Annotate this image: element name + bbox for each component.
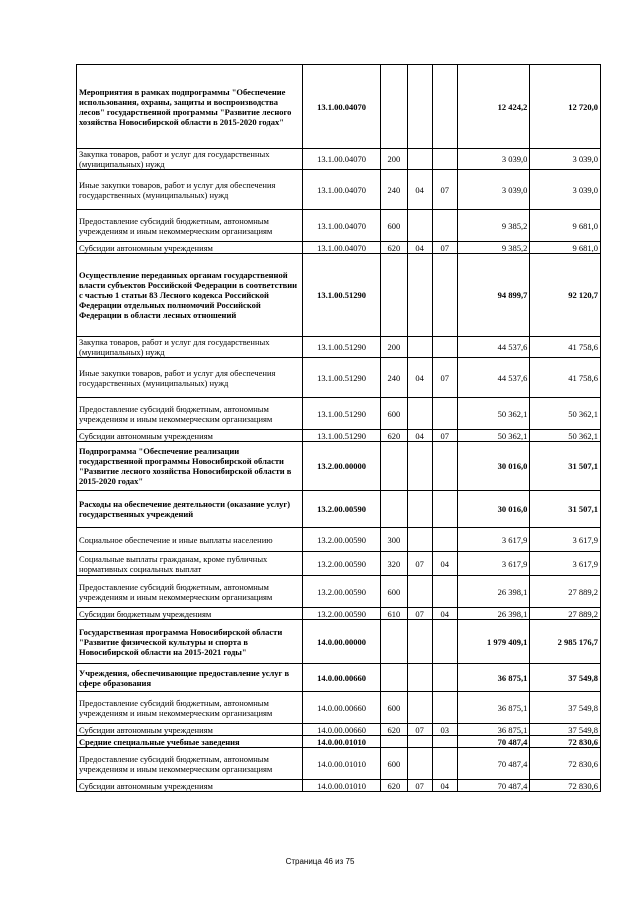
row-code: 13.2.00.00590 [302, 528, 381, 552]
table-row [77, 528, 601, 552]
row-code: 14.0.00.01010 [302, 780, 381, 792]
row-rz [407, 528, 432, 552]
row-value-1: 30 016,0 [457, 442, 530, 491]
row-vr: 610 [381, 608, 407, 620]
row-pr: 07 [432, 170, 457, 210]
table-row [77, 576, 601, 608]
row-value-2: 37 549,8 [530, 692, 601, 724]
table-row [77, 430, 601, 442]
table-row [77, 780, 601, 792]
row-rz [407, 748, 432, 780]
row-value-2: 72 830,6 [530, 736, 601, 748]
row-vr [381, 442, 407, 491]
row-value-2: 72 830,6 [530, 748, 601, 780]
row-code: 13.2.00.00590 [302, 552, 381, 576]
row-vr [381, 736, 407, 748]
row-rz [407, 664, 432, 692]
row-name: Социальные выплаты гражданам, кроме публичных нормативных социальных выплат [77, 552, 303, 576]
row-code: 13.1.00.04070 [302, 170, 381, 210]
row-pr [432, 736, 457, 748]
row-value-2: 31 507,1 [530, 491, 601, 528]
row-name: Иные закупки товаров, работ и услуг для обеспечения государственных (муниципальных) нужд [77, 170, 303, 210]
row-value-1: 3 617,9 [457, 528, 530, 552]
row-value-2: 31 507,1 [530, 442, 601, 491]
row-name: Субсидии автономным учреждениям [77, 724, 303, 736]
row-value-1: 3 617,9 [457, 552, 530, 576]
table-row [77, 692, 601, 724]
row-value-1: 94 899,7 [457, 254, 530, 337]
row-rz: 07 [407, 608, 432, 620]
row-name: Расходы на обеспечение деятельности (оказание услуг) государственных учреждений [77, 491, 303, 528]
row-rz: 04 [407, 430, 432, 442]
row-name: Субсидии автономным учреждениям [77, 242, 303, 254]
row-vr: 600 [381, 748, 407, 780]
row-name: Закупка товаров, работ и услуг для государственных (муниципальных) нужд [77, 149, 303, 170]
budget-table [76, 64, 601, 792]
page-number: Страница 46 из 75 [285, 857, 355, 866]
table-row [77, 664, 601, 692]
row-value-1: 36 875,1 [457, 664, 530, 692]
row-value-1: 36 875,1 [457, 692, 530, 724]
row-vr: 240 [381, 358, 407, 398]
row-pr [432, 254, 457, 337]
row-rz [407, 398, 432, 430]
row-value-1: 3 039,0 [457, 149, 530, 170]
table-row [77, 254, 601, 337]
row-pr [432, 692, 457, 724]
row-value-2: 37 549,8 [530, 664, 601, 692]
table-body [77, 65, 601, 792]
row-vr: 240 [381, 170, 407, 210]
table-row [77, 608, 601, 620]
row-pr [432, 491, 457, 528]
row-value-2: 72 830,6 [530, 780, 601, 792]
row-code: 13.1.00.04070 [302, 65, 381, 149]
row-code: 13.1.00.51290 [302, 337, 381, 358]
row-rz [407, 491, 432, 528]
table-row [77, 552, 601, 576]
row-value-1: 9 385,2 [457, 210, 530, 242]
row-vr: 620 [381, 780, 407, 792]
row-name: Предоставление субсидий бюджетным, автономным учреждениям и иным некоммерческим организациям [77, 748, 303, 780]
row-name: Осуществление переданных органам государственной власти субъектов Российской Федерации в соответствии с частью 1 статьи 83 Лесного кодекса Российской Федерации отдельных полномочий Российской Федерации в области лесных отношений [77, 254, 303, 337]
row-vr: 600 [381, 210, 407, 242]
table-row [77, 620, 601, 664]
row-pr [432, 576, 457, 608]
row-pr [432, 398, 457, 430]
row-code: 13.1.00.51290 [302, 254, 381, 337]
row-code: 14.0.00.00660 [302, 724, 381, 736]
table-row [77, 724, 601, 736]
row-value-2: 41 758,6 [530, 337, 601, 358]
row-pr [432, 528, 457, 552]
row-value-1: 26 398,1 [457, 576, 530, 608]
row-rz: 04 [407, 358, 432, 398]
row-pr: 03 [432, 724, 457, 736]
row-pr [432, 65, 457, 149]
row-vr: 200 [381, 337, 407, 358]
row-name: Субсидии автономным учреждениям [77, 430, 303, 442]
row-pr [432, 664, 457, 692]
row-vr: 600 [381, 692, 407, 724]
row-rz: 07 [407, 552, 432, 576]
table-row [77, 65, 601, 149]
row-value-2: 41 758,6 [530, 358, 601, 398]
row-name: Закупка товаров, работ и услуг для государственных (муниципальных) нужд [77, 337, 303, 358]
row-name: Предоставление субсидий бюджетным, автономным учреждениям и иным некоммерческим организациям [77, 692, 303, 724]
row-value-1: 36 875,1 [457, 724, 530, 736]
table-row [77, 170, 601, 210]
row-name: Субсидии бюджетным учреждениям [77, 608, 303, 620]
row-value-1: 50 362,1 [457, 430, 530, 442]
row-pr: 04 [432, 780, 457, 792]
row-vr: 600 [381, 576, 407, 608]
row-rz [407, 442, 432, 491]
row-value-1: 12 424,2 [457, 65, 530, 149]
row-code: 14.0.00.01010 [302, 736, 381, 748]
row-code: 13.1.00.51290 [302, 430, 381, 442]
row-rz [407, 736, 432, 748]
table-row [77, 442, 601, 491]
row-vr [381, 664, 407, 692]
row-value-1: 9 385,2 [457, 242, 530, 254]
row-vr: 620 [381, 430, 407, 442]
row-rz [407, 337, 432, 358]
row-vr: 600 [381, 398, 407, 430]
table-row [77, 210, 601, 242]
row-code: 14.0.00.00000 [302, 620, 381, 664]
row-name: Государственная программа Новосибирской области "Развитие физической культуры и спорта в Новосибирской области на 2015-2021 годы" [77, 620, 303, 664]
row-value-1: 70 487,4 [457, 736, 530, 748]
row-code: 14.0.00.01010 [302, 748, 381, 780]
row-value-1: 30 016,0 [457, 491, 530, 528]
row-code: 14.0.00.00660 [302, 664, 381, 692]
row-code: 13.2.00.00590 [302, 608, 381, 620]
table-row [77, 242, 601, 254]
row-code: 13.1.00.51290 [302, 358, 381, 398]
table-row [77, 358, 601, 398]
row-vr [381, 620, 407, 664]
row-value-2: 9 681,0 [530, 210, 601, 242]
row-vr: 300 [381, 528, 407, 552]
row-pr [432, 210, 457, 242]
row-rz [407, 576, 432, 608]
row-rz [407, 65, 432, 149]
table-row [77, 398, 601, 430]
row-vr [381, 491, 407, 528]
table-row [77, 748, 601, 780]
row-value-1: 70 487,4 [457, 780, 530, 792]
row-value-1: 3 039,0 [457, 170, 530, 210]
row-rz [407, 149, 432, 170]
row-value-2: 27 889,2 [530, 608, 601, 620]
row-value-2: 50 362,1 [530, 398, 601, 430]
row-value-1: 26 398,1 [457, 608, 530, 620]
row-rz [407, 692, 432, 724]
row-name: Иные закупки товаров, работ и услуг для обеспечения государственных (муниципальных) нужд [77, 358, 303, 398]
row-vr: 620 [381, 724, 407, 736]
row-rz: 07 [407, 724, 432, 736]
row-code: 13.1.00.51290 [302, 398, 381, 430]
row-value-2: 92 120,7 [530, 254, 601, 337]
row-name: Средние специальные учебные заведения [77, 736, 303, 748]
row-name: Мероприятия в рамках подпрограммы "Обеспечение использования, охраны, защиты и воспроизводства лесов" государственной программы "Развитие лесного хозяйства Новосибирской области в 2015-2020 годах" [77, 65, 303, 149]
row-name: Предоставление субсидий бюджетным, автономным учреждениям и иным некоммерческим организациям [77, 398, 303, 430]
row-code: 13.1.00.04070 [302, 149, 381, 170]
row-rz [407, 620, 432, 664]
row-name: Предоставление субсидий бюджетным, автономным учреждениям и иным некоммерческим организациям [77, 576, 303, 608]
row-pr [432, 620, 457, 664]
row-vr: 620 [381, 242, 407, 254]
row-name: Учреждения, обеспечивающие предоставление услуг в сфере образования [77, 664, 303, 692]
row-pr [432, 149, 457, 170]
table-row [77, 337, 601, 358]
row-name: Социальное обеспечение и иные выплаты населению [77, 528, 303, 552]
row-value-2: 37 549,8 [530, 724, 601, 736]
row-value-2: 50 362,1 [530, 430, 601, 442]
row-rz: 07 [407, 780, 432, 792]
row-name: Предоставление субсидий бюджетным, автономным учреждениям и иным некоммерческим организациям [77, 210, 303, 242]
row-code: 13.2.00.00590 [302, 576, 381, 608]
row-code: 13.1.00.04070 [302, 242, 381, 254]
row-name: Субсидии автономным учреждениям [77, 780, 303, 792]
row-rz [407, 254, 432, 337]
row-pr: 07 [432, 358, 457, 398]
row-rz [407, 210, 432, 242]
row-value-2: 3 617,9 [530, 552, 601, 576]
row-value-2: 2 985 176,7 [530, 620, 601, 664]
row-vr: 320 [381, 552, 407, 576]
row-pr [432, 748, 457, 780]
table-row [77, 491, 601, 528]
row-value-1: 1 979 409,1 [457, 620, 530, 664]
table-row [77, 736, 601, 748]
row-value-2: 3 617,9 [530, 528, 601, 552]
row-name: Подпрограмма "Обеспечение реализации государственной программы Новосибирской области "Развитие лесного хозяйства Новосибирской области в 2015-2020 годах" [77, 442, 303, 491]
row-value-1: 50 362,1 [457, 398, 530, 430]
row-code: 13.1.00.04070 [302, 210, 381, 242]
row-value-2: 12 720,0 [530, 65, 601, 149]
row-pr: 04 [432, 608, 457, 620]
row-rz: 04 [407, 242, 432, 254]
table-row [77, 149, 601, 170]
row-value-1: 70 487,4 [457, 748, 530, 780]
row-value-2: 3 039,0 [530, 149, 601, 170]
row-pr: 07 [432, 430, 457, 442]
row-pr [432, 337, 457, 358]
row-pr: 07 [432, 242, 457, 254]
row-value-2: 9 681,0 [530, 242, 601, 254]
row-value-2: 27 889,2 [530, 576, 601, 608]
row-pr [432, 442, 457, 491]
row-code: 13.2.00.00590 [302, 491, 381, 528]
row-vr: 200 [381, 149, 407, 170]
row-code: 13.2.00.00000 [302, 442, 381, 491]
row-code: 14.0.00.00660 [302, 692, 381, 724]
row-pr: 04 [432, 552, 457, 576]
row-value-1: 44 537,6 [457, 358, 530, 398]
row-vr [381, 65, 407, 149]
row-vr [381, 254, 407, 337]
row-rz: 04 [407, 170, 432, 210]
row-value-2: 3 039,0 [530, 170, 601, 210]
row-value-1: 44 537,6 [457, 337, 530, 358]
